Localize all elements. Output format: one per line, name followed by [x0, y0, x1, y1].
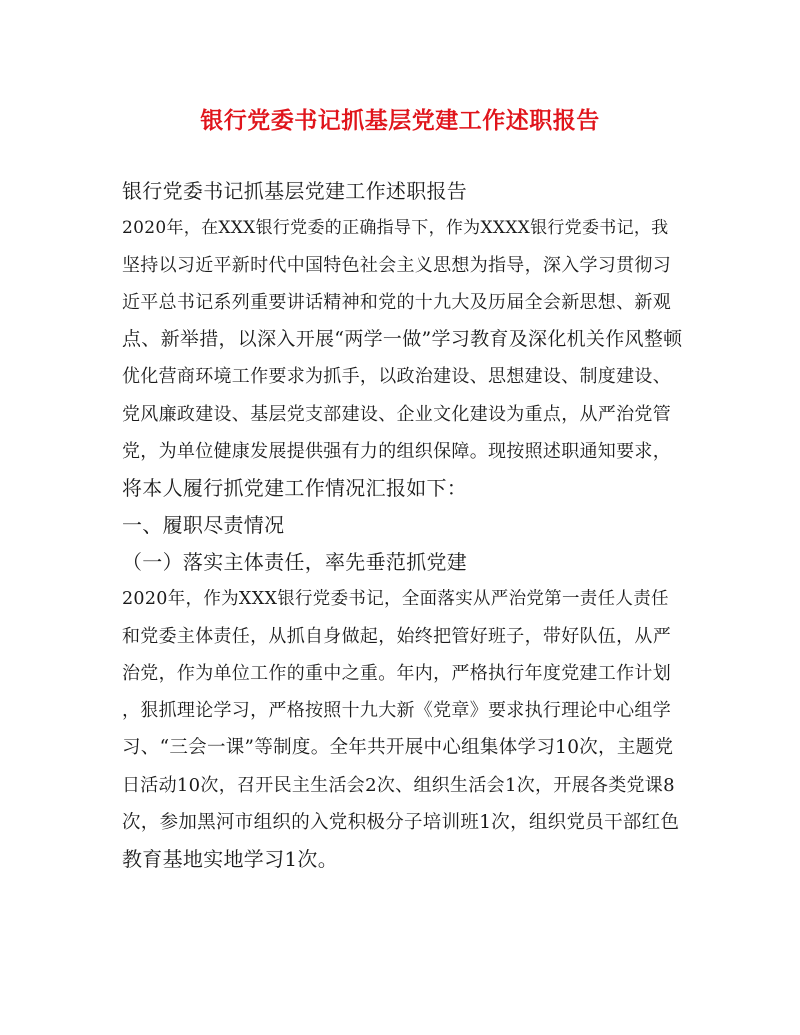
body-line: 2020年，在XXX银行党委的正确指导下，作为XXXX银行党委书记，我	[122, 218, 669, 239]
body-line: 党风廉政建设、基层党支部建设、企业文化建设为重点，从严治党管	[122, 403, 671, 425]
body-line: 党，为单位健康发展提供强有力的组织保障。现按照述职通知要求，	[122, 440, 671, 462]
body-line: 治党，作为单位工作的重中之重。年内，严格执行年度党建工作计划	[122, 663, 671, 685]
body-line: 日活动10次，召开民主生活会2次、组织生活会1次，开展各类党课8	[122, 774, 675, 796]
body-line: 和党委主体责任，从抓自身做起，始终把管好班子，带好队伍，从严	[122, 626, 671, 648]
body-line: 点、新举措，以深入开展“两学一做”学习教育及深化机关作风整顿	[122, 328, 683, 351]
body-line: 次，参加黑河市组织的入党积极分子培训班1次，组织党员干部红色	[122, 811, 680, 833]
body-line: 坚持以习近平新时代中国特色社会主义思想为指导，深入学习贯彻习	[122, 255, 671, 277]
body-line: 优化营商环境工作要求为抓手，以政治建设、思想建设、制度建设、	[122, 366, 671, 388]
body-line: ，狠抓理论学习，严格按照十九大新《党章》要求执行理论中心组学	[122, 700, 671, 722]
body-line: 教育基地实地学习1次。	[122, 846, 339, 871]
body-line: 银行党委书记抓基层党建工作述职报告	[122, 179, 468, 203]
body-line: 近平总书记系列重要讲话精神和党的十九大及历届全会新思想、新观	[122, 292, 671, 314]
body-line: 将本人履行抓党建工作情况汇报如下：	[122, 475, 468, 500]
subsection-heading: （一）落实主体责任，率先垂范抓党建	[122, 549, 468, 574]
section-heading: 一、履职尽责情况	[122, 512, 285, 537]
body-line: 2020年，作为XXX银行党委书记，全面落实从严治党第一责任人责任	[122, 589, 669, 610]
document-title: 银行党委书记抓基层党建工作述职报告	[200, 107, 600, 134]
body-line: 习、“三会一课”等制度。全年共开展中心组集体学习10次，主题党	[122, 737, 674, 759]
document-body	[122, 173, 682, 878]
